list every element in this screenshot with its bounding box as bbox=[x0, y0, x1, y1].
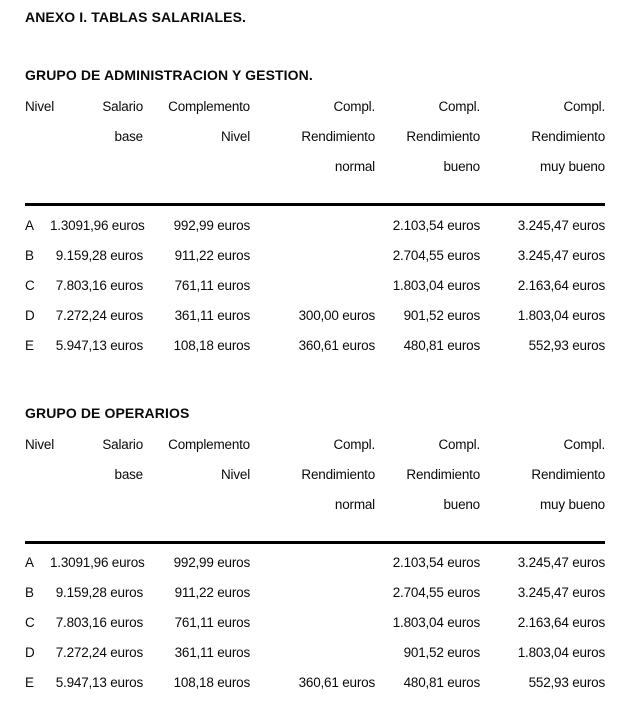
cell-nivel: A bbox=[25, 217, 34, 233]
header-line: normal bbox=[334, 496, 375, 512]
header-row bbox=[25, 430, 605, 543]
cell-rendimiento-normal: 360,61 euros bbox=[298, 675, 375, 690]
cell-complemento-nivel: 911,22 euros bbox=[174, 585, 250, 600]
col-header-complemento-nivel bbox=[143, 92, 250, 205]
cell-nivel: E bbox=[25, 675, 34, 690]
cell-nivel: B bbox=[25, 247, 34, 263]
table-header bbox=[25, 92, 605, 205]
col-header-rendimiento-normal bbox=[250, 430, 375, 543]
cell-rendimiento-muy-bueno: 2.163,64 euros bbox=[517, 615, 605, 630]
cell-rendimiento-muy-bueno: 2.163,64 euros bbox=[517, 277, 605, 293]
cell-rendimiento-normal: 360,61 euros bbox=[298, 337, 375, 353]
table-body bbox=[25, 205, 605, 359]
cell-rendimiento-bueno: 480,81 euros bbox=[403, 337, 480, 353]
cell-complemento-nivel: 108,18 euros bbox=[173, 337, 250, 353]
table-row-b bbox=[25, 576, 605, 606]
table-row-a bbox=[25, 205, 605, 239]
table-row-c bbox=[25, 606, 605, 636]
cell-rendimiento-muy-bueno: 3.245,47 euros bbox=[517, 555, 605, 570]
cell-complemento-nivel: 911,22 euros bbox=[174, 247, 250, 263]
cell-rendimiento-normal bbox=[250, 269, 375, 299]
cell-rendimiento-muy-bueno: 3.245,47 euros bbox=[517, 585, 605, 600]
salary-table-operarios bbox=[25, 430, 605, 697]
cell-rendimiento-muy-bueno: 552,93 euros bbox=[528, 337, 605, 353]
cell-rendimiento-bueno: 1.803,04 euros bbox=[392, 615, 480, 630]
cell-rendimiento-bueno: 2.103,54 euros bbox=[392, 555, 480, 570]
cell-rendimiento-bueno: 901,52 euros bbox=[403, 307, 480, 323]
cell-nivel: D bbox=[25, 307, 35, 323]
header-row bbox=[25, 92, 605, 205]
cell-complemento-nivel: 361,11 euros bbox=[174, 307, 250, 323]
header-line: Rendimiento bbox=[301, 466, 375, 482]
cell-complemento-nivel: 992,99 euros bbox=[173, 217, 250, 233]
cell-salario-base: 9.159,28 euros bbox=[55, 585, 143, 600]
cell-rendimiento-normal bbox=[250, 636, 375, 666]
cell-nivel: D bbox=[25, 645, 35, 660]
table-row-b bbox=[25, 239, 605, 269]
header-line: Salario bbox=[102, 436, 143, 452]
cell-rendimiento-normal bbox=[250, 542, 375, 576]
cell-salario-base: 5.947,13 euros bbox=[55, 337, 143, 353]
cell-rendimiento-bueno: 2.103,54 euros bbox=[392, 217, 480, 233]
cell-complemento-nivel: 761,11 euros bbox=[174, 615, 250, 630]
cell-rendimiento-normal: 300,00 euros bbox=[298, 307, 375, 323]
cell-salario-base: 7.803,16 euros bbox=[55, 615, 143, 630]
cell-rendimiento-normal bbox=[250, 239, 375, 269]
cell-rendimiento-bueno: 1.803,04 euros bbox=[392, 277, 480, 293]
cell-salario-base: 1.3091,96 euros bbox=[50, 555, 145, 570]
cell-rendimiento-bueno: 2.704,55 euros bbox=[392, 585, 480, 600]
header-line: Nivel bbox=[220, 466, 250, 482]
header-line: Compl. bbox=[438, 436, 480, 452]
col-header-nivel bbox=[25, 92, 55, 205]
col-header-nivel bbox=[25, 430, 55, 543]
group-title: GRUPO DE ADMINISTRACION Y GESTION. bbox=[25, 67, 313, 83]
col-header-rendimiento-bueno bbox=[375, 430, 480, 543]
salary-table-administracion bbox=[25, 92, 605, 359]
cell-nivel: E bbox=[25, 337, 34, 353]
cell-salario-base: 1.3091,96 euros bbox=[50, 217, 145, 233]
table-body bbox=[25, 542, 605, 696]
table-row-a bbox=[25, 542, 605, 576]
header-line: Nivel bbox=[220, 129, 250, 144]
group-title: GRUPO DE OPERARIOS bbox=[25, 404, 190, 421]
table-header bbox=[25, 430, 605, 543]
col-header-salario-base bbox=[50, 430, 143, 543]
header-line: Compl. bbox=[438, 99, 480, 114]
header-line: bueno bbox=[443, 496, 480, 512]
header-line: bueno bbox=[443, 159, 480, 174]
header-line: Rendimiento bbox=[531, 129, 605, 144]
header-line: Compl. bbox=[563, 436, 605, 452]
header-line: muy bueno bbox=[540, 159, 605, 174]
cell-salario-base: 5.947,13 euros bbox=[55, 675, 143, 690]
header-line: Rendimiento bbox=[531, 466, 605, 482]
header-line: Rendimiento bbox=[301, 129, 375, 144]
cell-rendimiento-muy-bueno: 552,93 euros bbox=[528, 675, 605, 690]
table-row-e bbox=[25, 329, 605, 359]
cell-rendimiento-normal bbox=[250, 576, 375, 606]
cell-rendimiento-muy-bueno: 1.803,04 euros bbox=[517, 645, 605, 660]
cell-salario-base: 7.272,24 euros bbox=[55, 645, 143, 660]
header-line: Rendimiento bbox=[406, 466, 480, 482]
cell-salario-base: 9.159,28 euros bbox=[55, 247, 143, 263]
cell-complemento-nivel: 108,18 euros bbox=[173, 675, 250, 690]
header-line: Compl. bbox=[563, 99, 605, 114]
section-operarios bbox=[25, 404, 605, 697]
table-row-e bbox=[25, 666, 605, 696]
header-line: Nivel bbox=[25, 99, 55, 114]
col-header-rendimiento-muy-bueno bbox=[480, 92, 605, 205]
cell-rendimiento-bueno: 480,81 euros bbox=[403, 675, 480, 690]
table-row-d bbox=[25, 636, 605, 666]
header-line: base bbox=[114, 129, 143, 144]
cell-nivel: C bbox=[25, 615, 35, 630]
col-header-rendimiento-normal bbox=[250, 92, 375, 205]
cell-complemento-nivel: 361,11 euros bbox=[174, 645, 250, 660]
header-line: normal bbox=[334, 159, 375, 174]
cell-rendimiento-bueno: 2.704,55 euros bbox=[392, 247, 480, 263]
cell-rendimiento-normal bbox=[250, 606, 375, 636]
header-line: Nivel bbox=[25, 436, 55, 452]
cell-rendimiento-muy-bueno: 3.245,47 euros bbox=[517, 247, 605, 263]
cell-salario-base: 7.272,24 euros bbox=[55, 307, 143, 323]
cell-nivel: B bbox=[25, 585, 34, 600]
header-line: Rendimiento bbox=[406, 129, 480, 144]
document-title: ANEXO I. TABLAS SALARIALES. bbox=[25, 9, 247, 25]
section-administracion-gestion bbox=[25, 66, 605, 359]
table-row-d bbox=[25, 299, 605, 329]
cell-complemento-nivel: 761,11 euros bbox=[174, 277, 250, 293]
cell-nivel: C bbox=[25, 277, 35, 293]
header-line: Salario bbox=[102, 99, 143, 114]
cell-complemento-nivel: 992,99 euros bbox=[173, 555, 250, 570]
table-row-c bbox=[25, 269, 605, 299]
header-line: muy bueno bbox=[540, 496, 605, 512]
cell-rendimiento-bueno: 901,52 euros bbox=[403, 645, 480, 660]
col-header-rendimiento-muy-bueno bbox=[480, 430, 605, 543]
col-header-complemento-nivel bbox=[143, 430, 250, 543]
cell-rendimiento-normal bbox=[250, 205, 375, 239]
col-header-salario-base bbox=[50, 92, 143, 205]
cell-salario-base: 7.803,16 euros bbox=[55, 277, 143, 293]
header-line: base bbox=[114, 466, 143, 482]
cell-rendimiento-muy-bueno: 1.803,04 euros bbox=[517, 307, 605, 323]
header-line: Complemento bbox=[168, 99, 250, 114]
cell-rendimiento-muy-bueno: 3.245,47 euros bbox=[517, 217, 605, 233]
header-line: Compl. bbox=[333, 436, 375, 452]
cell-nivel: A bbox=[25, 555, 34, 570]
header-line: Compl. bbox=[333, 99, 375, 114]
col-header-rendimiento-bueno bbox=[375, 92, 480, 205]
header-line: Complemento bbox=[168, 436, 250, 452]
